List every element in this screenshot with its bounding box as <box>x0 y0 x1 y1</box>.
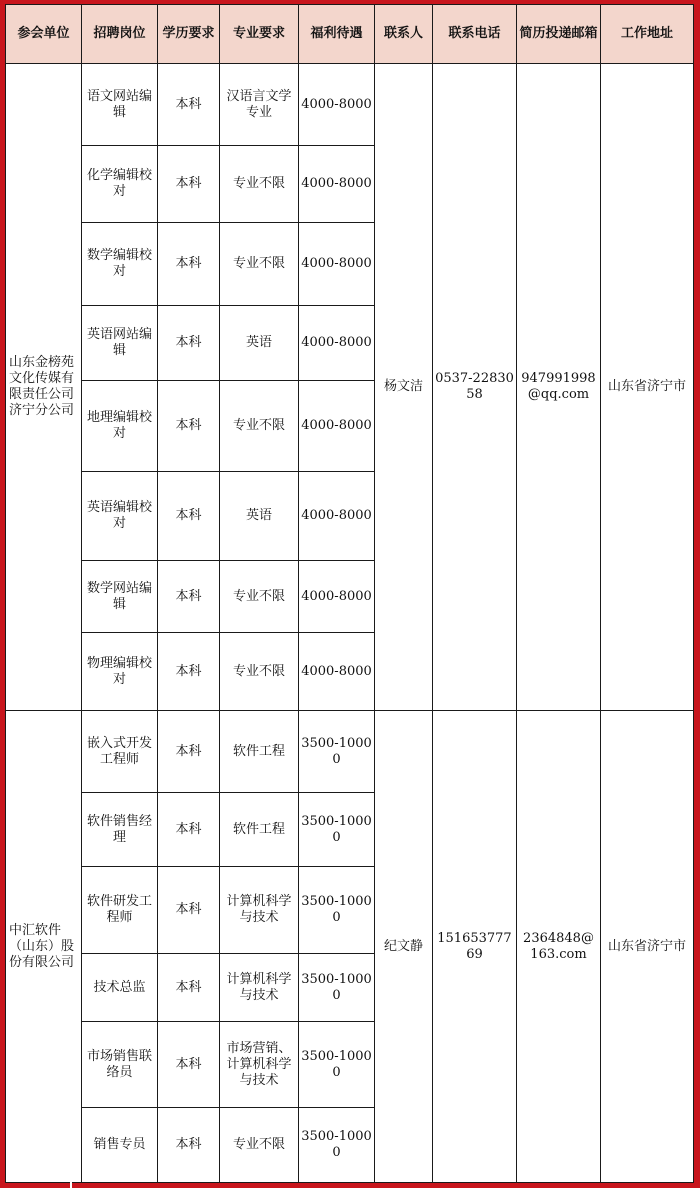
salary-cell: 4000-8000 <box>299 561 375 633</box>
salary-cell: 3500-10000 <box>299 1108 375 1183</box>
bottom-mark <box>70 1181 72 1188</box>
education-cell: 本科 <box>158 867 220 954</box>
contact-phone: 0537-2283058 <box>433 64 517 711</box>
contact-email: 2364848@163.com <box>517 711 601 1183</box>
header-education: 学历要求 <box>158 5 220 64</box>
salary-cell: 4000-8000 <box>299 306 375 381</box>
education-cell: 本科 <box>158 633 220 711</box>
page-frame <box>5 4 693 1182</box>
major-cell: 软件工程 <box>220 793 299 867</box>
position-title: 物理编辑校对 <box>82 633 158 711</box>
table-row <box>6 64 694 146</box>
salary-cell: 3500-10000 <box>299 954 375 1022</box>
education-cell: 本科 <box>158 472 220 561</box>
work-address: 山东省济宁市 <box>601 711 694 1183</box>
education-cell: 本科 <box>158 64 220 146</box>
salary-cell: 3500-10000 <box>299 1022 375 1108</box>
salary-cell: 4000-8000 <box>299 472 375 561</box>
company-name: 山东金榜苑文化传媒有限责任公司济宁分公司 <box>6 64 82 711</box>
salary-cell: 3500-10000 <box>299 867 375 954</box>
major-cell: 专业不限 <box>220 381 299 472</box>
education-cell: 本科 <box>158 1108 220 1183</box>
position-title: 数学编辑校对 <box>82 223 158 306</box>
contact-phone: 15165377769 <box>433 711 517 1183</box>
education-cell: 本科 <box>158 381 220 472</box>
position-title: 英语编辑校对 <box>82 472 158 561</box>
contact-person: 纪文静 <box>375 711 433 1183</box>
education-cell: 本科 <box>158 711 220 793</box>
header-address: 工作地址 <box>601 5 694 64</box>
major-cell: 计算机科学与技术 <box>220 954 299 1022</box>
header-email: 简历投递邮箱 <box>517 5 601 64</box>
education-cell: 本科 <box>158 793 220 867</box>
major-cell: 英语 <box>220 472 299 561</box>
header-contact: 联系人 <box>375 5 433 64</box>
position-title: 数学网站编辑 <box>82 561 158 633</box>
position-title: 语文网站编辑 <box>82 64 158 146</box>
education-cell: 本科 <box>158 223 220 306</box>
position-title: 地理编辑校对 <box>82 381 158 472</box>
education-cell: 本科 <box>158 561 220 633</box>
education-cell: 本科 <box>158 306 220 381</box>
header-company: 参会单位 <box>6 5 82 64</box>
major-cell: 专业不限 <box>220 561 299 633</box>
position-title: 英语网站编辑 <box>82 306 158 381</box>
position-title: 软件销售经理 <box>82 793 158 867</box>
major-cell: 汉语言文学专业 <box>220 64 299 146</box>
salary-cell: 4000-8000 <box>299 64 375 146</box>
position-title: 销售专员 <box>82 1108 158 1183</box>
major-cell: 软件工程 <box>220 711 299 793</box>
major-cell: 英语 <box>220 306 299 381</box>
salary-cell: 3500-10000 <box>299 793 375 867</box>
salary-cell: 4000-8000 <box>299 381 375 472</box>
table-row <box>6 711 694 793</box>
header-salary: 福利待遇 <box>299 5 375 64</box>
major-cell: 专业不限 <box>220 146 299 223</box>
education-cell: 本科 <box>158 1022 220 1108</box>
position-title: 技术总监 <box>82 954 158 1022</box>
major-cell: 计算机科学与技术 <box>220 867 299 954</box>
major-cell: 市场营销、计算机科学与技术 <box>220 1022 299 1108</box>
salary-cell: 4000-8000 <box>299 223 375 306</box>
work-address: 山东省济宁市 <box>601 64 694 711</box>
header-row <box>6 5 694 64</box>
salary-cell: 4000-8000 <box>299 633 375 711</box>
position-title: 软件研发工程师 <box>82 867 158 954</box>
contact-person: 杨文洁 <box>375 64 433 711</box>
position-title: 嵌入式开发工程师 <box>82 711 158 793</box>
header-position: 招聘岗位 <box>82 5 158 64</box>
major-cell: 专业不限 <box>220 633 299 711</box>
contact-email: 947991998@qq.com <box>517 64 601 711</box>
company-name: 中汇软件（山东）股份有限公司 <box>6 711 82 1183</box>
major-cell: 专业不限 <box>220 223 299 306</box>
header-phone: 联系电话 <box>433 5 517 64</box>
education-cell: 本科 <box>158 146 220 223</box>
salary-cell: 3500-10000 <box>299 711 375 793</box>
position-title: 化学编辑校对 <box>82 146 158 223</box>
position-title: 市场销售联络员 <box>82 1022 158 1108</box>
salary-cell: 4000-8000 <box>299 146 375 223</box>
recruitment-table <box>5 4 694 1183</box>
education-cell: 本科 <box>158 954 220 1022</box>
major-cell: 专业不限 <box>220 1108 299 1183</box>
header-major: 专业要求 <box>220 5 299 64</box>
